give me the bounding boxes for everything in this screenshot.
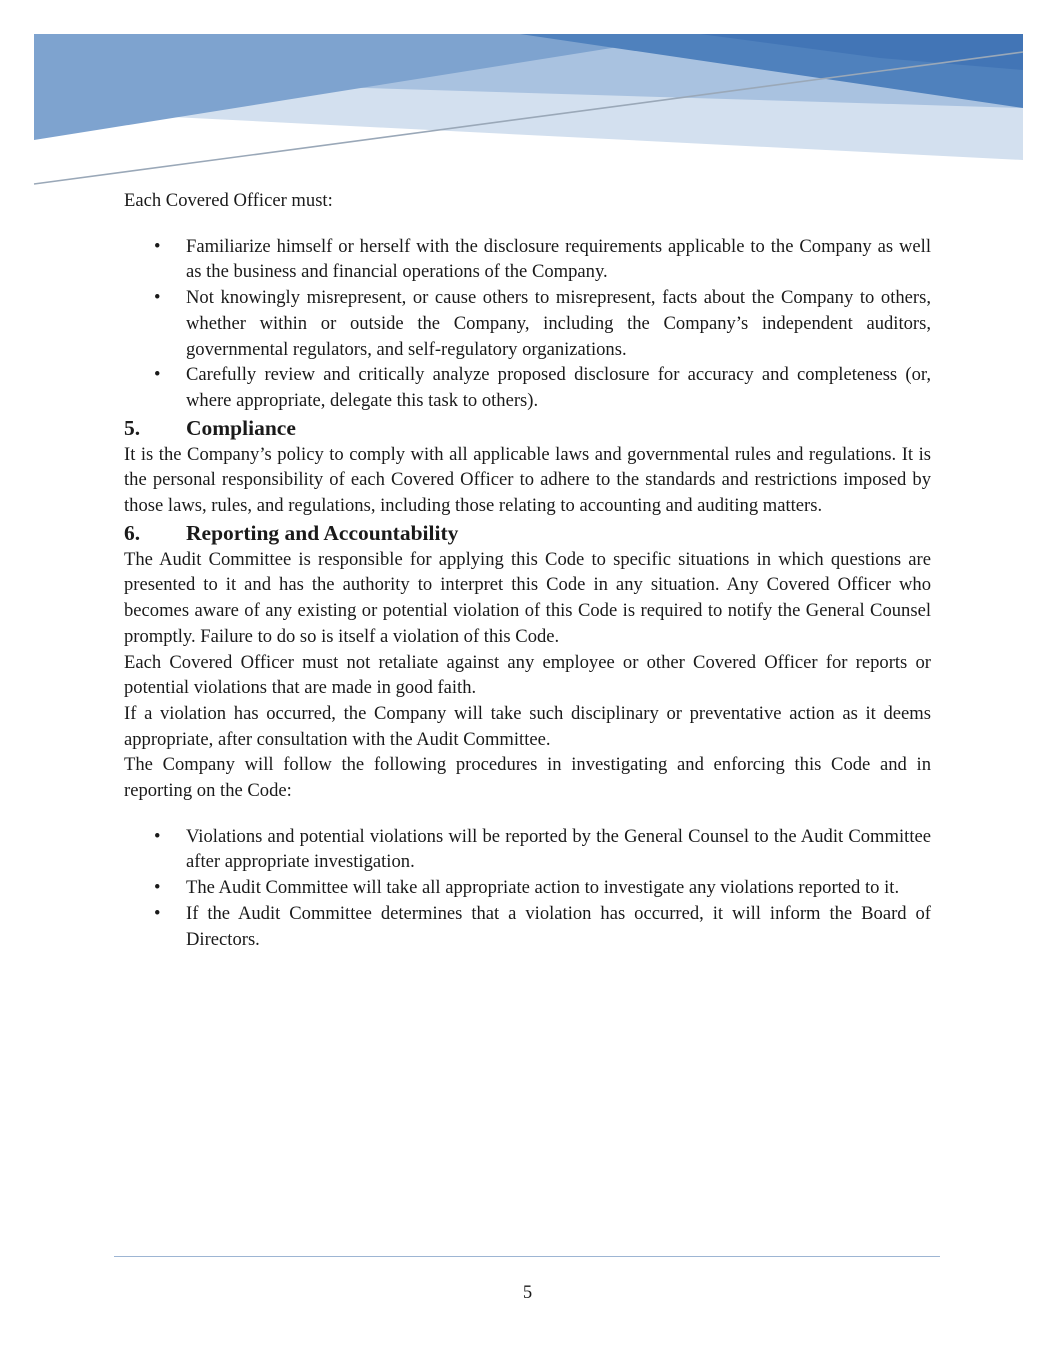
section-5-heading — [124, 414, 931, 442]
section-6-title: Reporting and Accountability — [186, 520, 459, 545]
bullet-icon: • — [154, 287, 161, 309]
procedures-bullet-3 — [124, 901, 931, 952]
intro-bullet-3 — [124, 362, 931, 413]
page-content — [124, 188, 931, 952]
intro-bullet-1 — [124, 234, 931, 285]
bullet-icon: • — [154, 364, 161, 386]
intro-lead: Each Covered Officer must: — [124, 190, 333, 211]
intro-bullet-list — [124, 234, 931, 414]
procedures-bullet-text: Violations and potential violations will be reported by the General Counsel to the Audit Committee after appropriate investigation. — [186, 825, 931, 873]
intro-bullet-2 — [124, 285, 931, 362]
footer-divider — [114, 1256, 940, 1257]
bullet-icon: • — [154, 902, 161, 924]
section-5-title: Compliance — [186, 415, 296, 440]
section-6-paragraph-2: Each Covered Officer must not retaliate against any employee or other Covered Officer for reports or potential violations that are made in good faith. — [124, 651, 931, 699]
procedures-bullet-list — [124, 824, 931, 953]
bullet-icon: • — [154, 825, 161, 847]
section-6-paragraph-1: The Audit Committee is responsible for applying this Code to specific situations in which questions are presented to it and has the authority to interpret this Code in any situation. Any Covered Officer who becomes aware of any existing or potential violation of this Code is required to notify the General Counsel promptly. Failure to do so is itself a violation of this Code. — [124, 548, 931, 647]
intro-bullet-text: Familiarize himself or herself with the disclosure requirements applicable to the Company as well as the business and financial operations of the Company. — [186, 235, 931, 283]
intro-bullet-text: Carefully review and critically analyze proposed disclosure for accuracy and completeness (or, where appropriate, delegate this task to others). — [186, 364, 931, 411]
bullet-icon: • — [154, 235, 161, 257]
intro-bullet-text: Not knowingly misrepresent, or cause others to misrepresent, facts about the Company to others, whether within or outside the Company, including the Company’s independent auditors, governmental regulators, and self-regulatory organizations. — [186, 287, 931, 360]
section-6-number: 6. — [124, 520, 141, 545]
section-5-number: 5. — [124, 415, 141, 440]
procedures-bullet-text: The Audit Committee will take all appropriate action to investigate any violations reported to it. — [186, 877, 900, 899]
section-6-paragraph-3: If a violation has occurred, the Company will take such disciplinary or preventative action as it deems appropriate, after consultation with the Audit Committee. — [124, 702, 931, 750]
bullet-icon: • — [154, 877, 161, 899]
section-5-paragraph: It is the Company’s policy to comply with all applicable laws and governmental rules and regulations. It is the personal responsibility of each Covered Officer to adhere to the standards and restrictions imposed by those laws, rules, and regulations, including those relating to accounting and auditing matters. — [124, 443, 931, 517]
section-6-paragraph-4: The Company will follow the following procedures in investigating and enforcing this Code and in reporting on the Code: — [124, 754, 931, 802]
section-6-heading — [124, 519, 931, 547]
procedures-bullet-1 — [124, 824, 931, 875]
header-banner — [0, 0, 1055, 200]
procedures-bullet-2 — [124, 875, 931, 901]
page-number: 5 — [522, 1282, 533, 1303]
procedures-bullet-text: If the Audit Committee determines that a violation has occurred, it will inform the Board of Directors. — [186, 902, 931, 950]
